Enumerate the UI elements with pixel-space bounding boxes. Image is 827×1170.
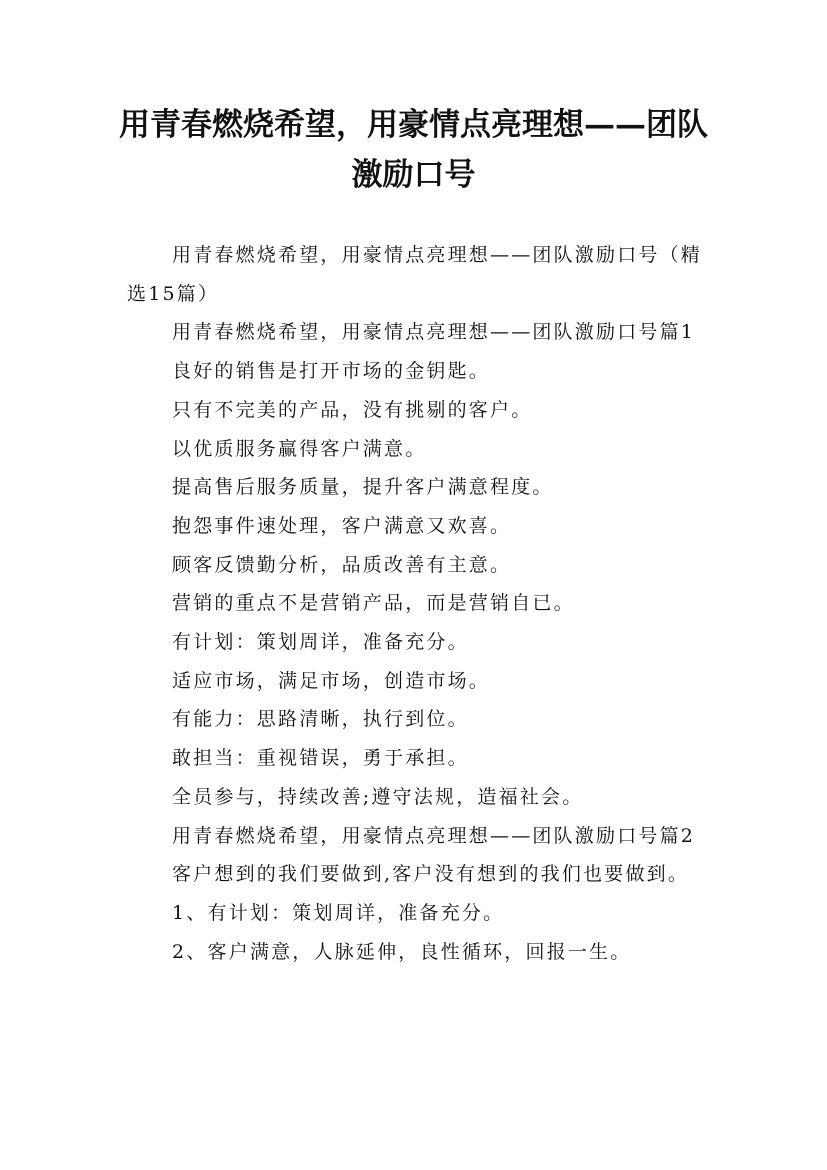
paragraph-intro: 用青春燃烧希望，用豪情点亮理想——团队激励口号（精选15篇） [127, 244, 703, 305]
slogan-line: 客户想到的我们要做到,客户没有想到的我们也要做到。 [172, 863, 690, 886]
slogan-line: 有计划：策划周详，准备充分。 [172, 631, 469, 654]
slogan-line: 1、有计划：策划周详，准备充分。 [172, 901, 505, 924]
section-heading-2: 用青春燃烧希望，用豪情点亮理想——团队激励口号篇2 [172, 824, 696, 847]
slogan-line: 良好的销售是打开市场的金钥匙。 [172, 360, 491, 383]
slogan-line: 2、客户满意，人脉延伸，良性循环，回报一生。 [172, 940, 632, 963]
slogan-line: 敢担当：重视错误，勇于承担。 [172, 747, 469, 770]
slogan-line: 抱怨事件速处理，客户满意又欢喜。 [172, 514, 512, 537]
slogan-line: 提高售后服务质量，提升客户满意程度。 [172, 476, 554, 499]
document-title: 用青春燃烧希望，用豪情点亮理想——团队激励口号 [119, 107, 708, 193]
section-heading-1: 用青春燃烧希望，用豪情点亮理想——团队激励口号篇1 [172, 321, 696, 344]
slogan-line: 全员参与，持续改善;遵守法规，造福社会。 [172, 785, 584, 808]
slogan-line: 以优质服务赢得客户满意。 [172, 437, 427, 460]
slogan-line: 适应市场，满足市场，创造市场。 [172, 669, 491, 692]
document-body [127, 236, 707, 971]
slogan-line: 营销的重点不是营销产品，而是营销自已。 [172, 592, 575, 615]
slogan-line: 有能力：思路清晰，执行到位。 [172, 708, 469, 731]
slogan-line: 顾客反馈勤分析，品质改善有主意。 [172, 553, 512, 576]
slogan-line: 只有不完美的产品，没有挑剔的客户。 [172, 398, 533, 421]
